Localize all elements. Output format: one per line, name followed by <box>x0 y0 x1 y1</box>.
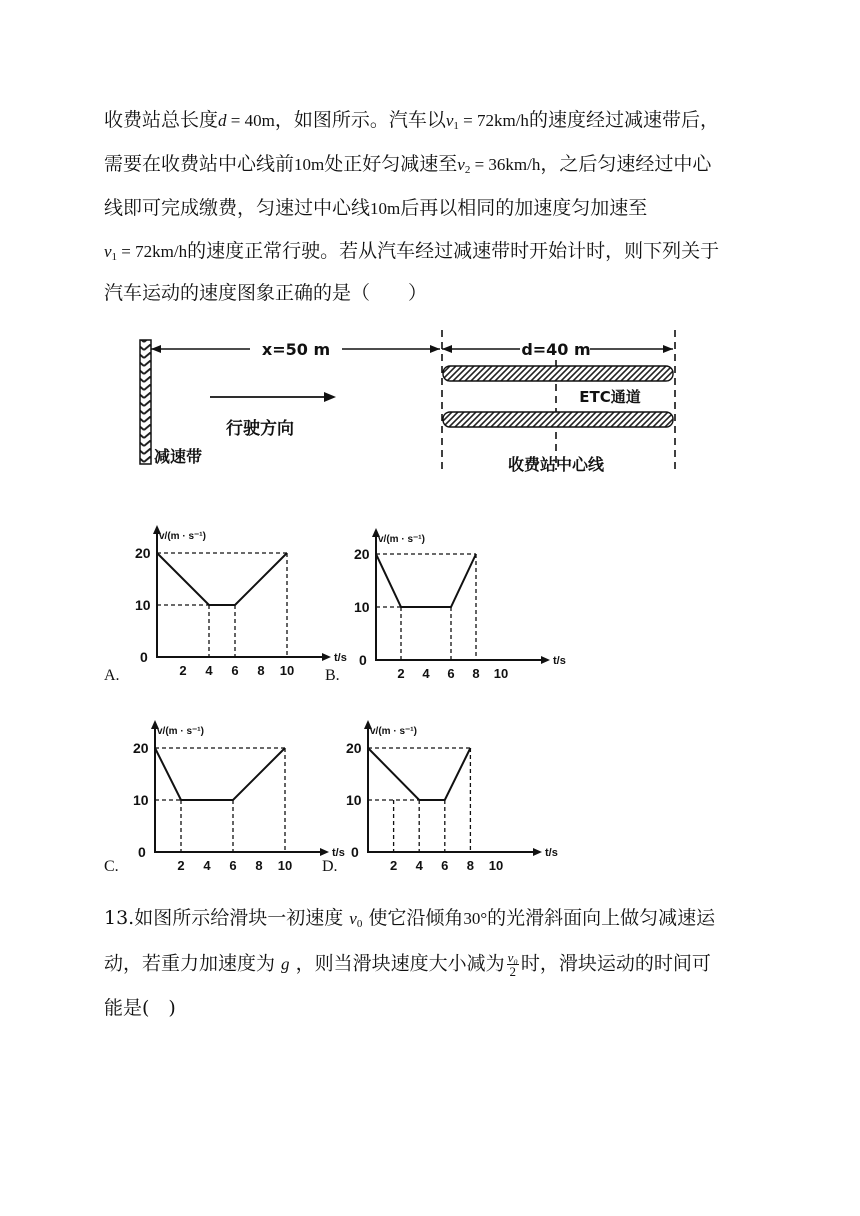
graph-a-x-tick-2: 2 <box>179 663 187 678</box>
graph-a-y-tick-10: 10 <box>135 597 151 613</box>
p13-line1: 13.如图所示给滑块一初速度 $v_0$ 使它沿倾角30°的光滑斜面向上做匀减速运 <box>104 907 716 930</box>
graph-a-x-label: t/s <box>334 652 347 664</box>
graph-b-y-tick-20: 20 <box>354 546 370 562</box>
graph-a-y-label: v/(m · s⁻¹) <box>159 531 206 542</box>
etc-lane-label: ETC通道 <box>579 388 641 406</box>
graph-b-x-arrow <box>541 656 550 664</box>
d-distance-label: d=40 m <box>521 340 591 359</box>
graph-a-x-tick-8: 8 <box>257 663 265 678</box>
graph-c-x-arrow <box>320 848 329 856</box>
p12-line3: 线即可完成缴费，匀速过中心线10m后再以相同的加速度匀加速至 <box>104 197 648 219</box>
graph-c-x-tick-4: 4 <box>203 858 211 873</box>
p12-line1: 收费站总长度d = 40m，如图所示。汽车以$v_1 = 72km/h$的速度经过减速带后， <box>104 109 719 132</box>
graph-c-origin-label: 0 <box>138 844 146 860</box>
p12-line5: 汽车运动的速度图象正确的是（ ） <box>104 282 428 304</box>
graph-a-y-tick-20: 20 <box>135 545 151 561</box>
graph-c-x-tick-8: 8 <box>255 858 263 873</box>
graph-c-y-tick-20: 20 <box>133 740 149 756</box>
graph-d-x-tick-10: 10 <box>488 858 504 873</box>
p13-line3: 能是( ) <box>104 997 176 1019</box>
graph-d-velocity-line <box>368 748 470 800</box>
graph-c-y-label: v/(m · s⁻¹) <box>157 726 204 737</box>
graph-b-x-label: t/s <box>553 655 566 667</box>
graph-c-x-tick-10: 10 <box>277 858 293 873</box>
option-c-label: C. <box>104 858 119 875</box>
graph-b-x-tick-2: 2 <box>397 666 405 681</box>
graph-a-x-tick-6: 6 <box>231 663 239 678</box>
graph-a-x-arrow <box>322 653 331 661</box>
p12-line2: 需要在收费站中心线前10m处正好匀减速至$v_2 = 36km/h$，之后匀速经过中心 <box>104 153 712 176</box>
graph-b-velocity-line <box>376 554 476 607</box>
graph-d-x-tick-8: 8 <box>466 858 475 873</box>
graph-c-x-tick-2: 2 <box>177 858 185 873</box>
option-a-label: A. <box>104 667 120 684</box>
graph-d-x-tick-6: 6 <box>441 858 449 873</box>
graph-a-x-tick-4: 4 <box>205 663 213 678</box>
p12-line4: $v_1 = 72km/h$的速度正常行驶。若从汽车经过减速带时开始计时，则下列关于 <box>104 240 720 263</box>
graph-d-x-tick-4: 4 <box>415 858 423 873</box>
v0-over-2-fraction: $\frac{\text{v₀}}{2}$ <box>507 950 518 979</box>
graph-b-x-tick-10: 10 <box>493 666 509 681</box>
graph-b-origin-label: 0 <box>359 652 367 668</box>
graph-a-velocity-line <box>157 553 287 605</box>
graph-a-origin-label: 0 <box>140 649 148 665</box>
option-d-label: D. <box>322 858 338 875</box>
graph-d-y-tick-20: 20 <box>346 740 362 756</box>
graph-a-x-tick-10: 10 <box>279 663 295 678</box>
graph-d-y-label: v/(m · s⁻¹) <box>370 726 417 737</box>
graph-d-y-tick-10: 10 <box>346 792 362 808</box>
graph-c-y-tick-10: 10 <box>133 792 149 808</box>
p13-line2: 动，若重力加速度为 g ，则当滑块速度大小减为 $\frac{\text{v₀}}{2}$ 时，滑块运动的时间可 <box>104 950 711 979</box>
graph-b-x-tick-6: 6 <box>447 666 455 681</box>
x-distance-label: x=50 m <box>261 340 331 359</box>
graph-b-y-label: v/(m · s⁻¹) <box>378 534 425 545</box>
speed-bump-label: 减速带 <box>154 447 203 466</box>
graph-d-origin-label: 0 <box>351 844 359 860</box>
graph-b-y-tick-10: 10 <box>354 599 370 615</box>
graph-c-velocity-line <box>155 748 285 800</box>
graph-c-x-tick-6: 6 <box>229 858 237 873</box>
graph-b-x-tick-8: 8 <box>472 666 480 681</box>
graph-b-x-tick-4: 4 <box>422 666 430 681</box>
direction-label: 行驶方向 <box>226 419 294 439</box>
graph-d-x-label: t/s <box>545 847 558 859</box>
option-b-label: B. <box>325 667 340 684</box>
center-line-label: 收费站中心线 <box>507 455 605 474</box>
graph-d-x-arrow <box>533 848 542 856</box>
graph-c-x-label: t/s <box>332 847 345 859</box>
graph-d-x-tick-2: 2 <box>389 858 398 873</box>
